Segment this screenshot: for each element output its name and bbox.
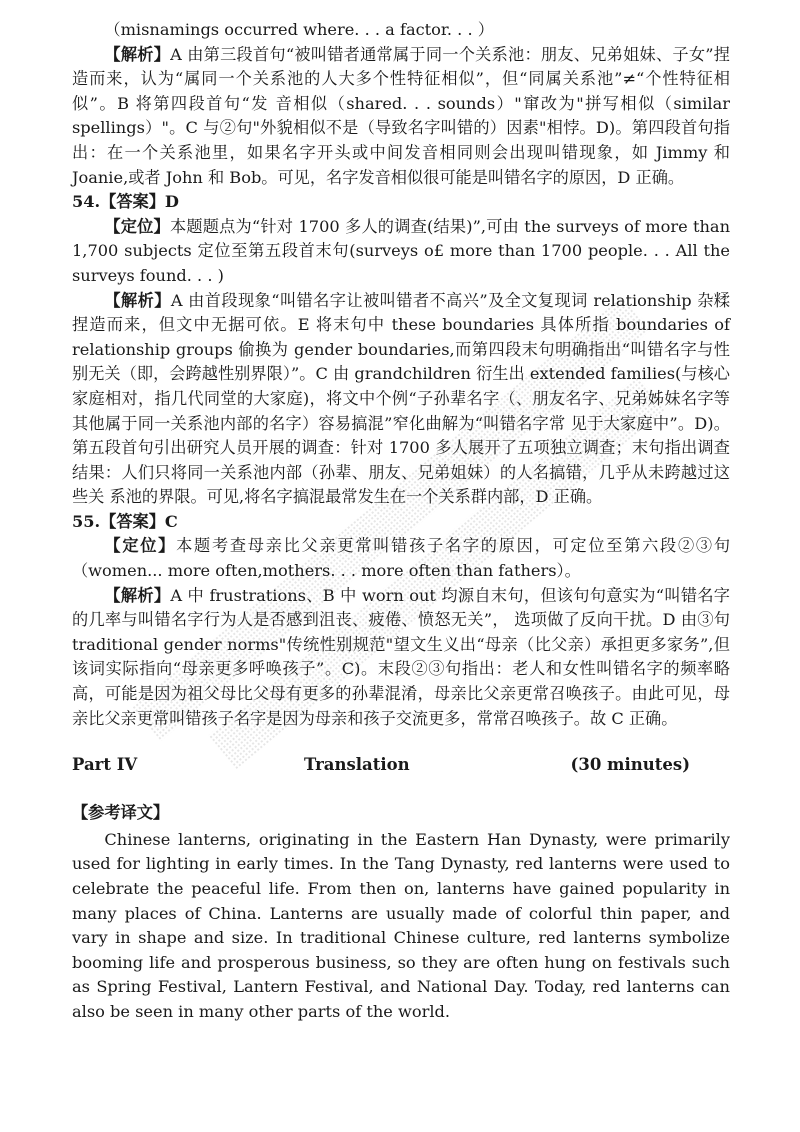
locate-55 <box>72 534 730 583</box>
part-header <box>72 753 730 779</box>
answer-text: 【答案】C <box>100 511 178 531</box>
analysis-53 <box>72 43 730 191</box>
answer-text: 【答案】D <box>100 192 179 212</box>
analysis-55 <box>72 584 730 732</box>
locate-text: 本题考查母亲比父亲更常叫错孩子名字的原因，可定位至第六段②③句（women... more often,mothers. . . more often than fathers）。 <box>72 536 731 581</box>
analysis-tag: 【解析】 <box>104 44 171 64</box>
analysis-tag: 【解析】 <box>104 585 171 605</box>
locate-text: 本题题点为“针对 1700 多人的调查(结果)”,可由 the surveys of more than 1,700 subjects 定位至第五段首末句(surveys o£ more than 1700 people. . . All the surveys found. . . ) <box>72 216 731 285</box>
answer-54 <box>72 190 730 215</box>
question-number: 54. <box>72 192 101 212</box>
text-line: （misnamings occurred where. . . a factor. . . ） <box>104 20 494 39</box>
answer-55 <box>72 510 730 535</box>
part-number: Part IV <box>72 755 138 775</box>
locate-54 <box>72 215 730 289</box>
analysis-54 <box>72 289 730 510</box>
document-body <box>72 18 730 1025</box>
analysis-text: A 由首段现象“叫错名字让被叫错者不高兴”及全文复现词 relationship 杂糅捏造而来，但文中无据可依。E 将末句中 these boundaries 具体所指 boundaries of relationship groups 偷换为 gender boundaries,而第四段末句明确指出“叫错名字与性别无关（即，会跨越性别界限）”。C 由 grandchildren 衍生出 extended families(与核心家庭相对，指几代同堂的大家庭)，将文中个例“子孙辈名字（、朋友名字、兄弟姊妹名字等其他属于同一关系池内部的名字）容易搞混”窄化曲解为“叫错名字常 见于大家庭中”。D)。第五段首句引出研究人员开展的调查：针对 1700 多人展开了五项独立调查；末句指出调查结果：人们只将同一关系池内部（孙辈、朋友、兄弟姐妹）的人名搞错，几乎从未跨越过这些关 系池的界限。可见,将名字搞混最常发生在一个关系群内部，D 正确。 <box>72 290 731 507</box>
reference-heading: 【参考译文】 <box>72 803 170 823</box>
analysis-text: A 中 frustrations、B 中 worn out 均源自末句，但该句句意实为“叫错名字的几率与叫错名字行为人是否感到沮丧、疲倦、愤怒无关”， 选项做了反向干扰。D 由③句 traditional gender norms"传统性别规范"望文生义出“母亲（比父亲）承担更多家务”,但该词实际指向“母亲更多呼唤孩子”。C)。末段②③句指出：老人和女性叫错名字的频率略高，可能是因为祖父母比父母有更多的孙辈混淆，母亲比父亲更常召唤孩子。由此可见，母亲比父亲更常叫错孩子名字是因为母亲和孩子交流更多，常常召唤孩子。故 C 正确。 <box>72 585 730 728</box>
analysis-text: A 由第三段首句“被叫错者通常属于同一个关系池：朋友、兄弟姐妹、子女”捏造而来，认为“属同一个关系池的人大多个性特征相似”，但“同属关系池”≠“个性特征相似”。B 将第四段首句“发 音相似（shared. . . sounds）"窜改为"拼写相似（similar spellings）"。C 与②句"外貌相似不是（导致名字叫错的）因素"相悖。D)。第四段首句指出：在一个关系池里，如果名字开头或中间发音相同则会出现叫错现象，如 Jimmy 和 Joanie,或者 John 和 Bob。可见，名字发音相似很可能是叫错名字的原因，D 正确。 <box>72 44 730 187</box>
locate-tag: 【定位】 <box>104 216 170 236</box>
locate-tag: 【定位】 <box>104 536 177 556</box>
reference-translation: Chinese lanterns, originating in the Eastern Han Dynasty, were primarily used for lighting in early times. In the Tang Dynasty, red lanterns were used to celebrate the peaceful life. From then on, lanterns have gained popularity in many places of China. Lanterns are usually made of colorful thin paper, and vary in shape and size. In traditional Chinese culture, red lanterns symbolize booming life and prosperous business, so they are often hung on festivals such as Spring Festival, Lantern Festival, and National Day. Today, red lanterns can also be seen in many other parts of the world. <box>72 829 730 1021</box>
question-number: 55. <box>72 511 101 531</box>
part-title: Translation <box>304 755 410 775</box>
analysis-tag: 【解析】 <box>104 290 171 310</box>
part-time: (30 minutes) <box>570 755 690 775</box>
